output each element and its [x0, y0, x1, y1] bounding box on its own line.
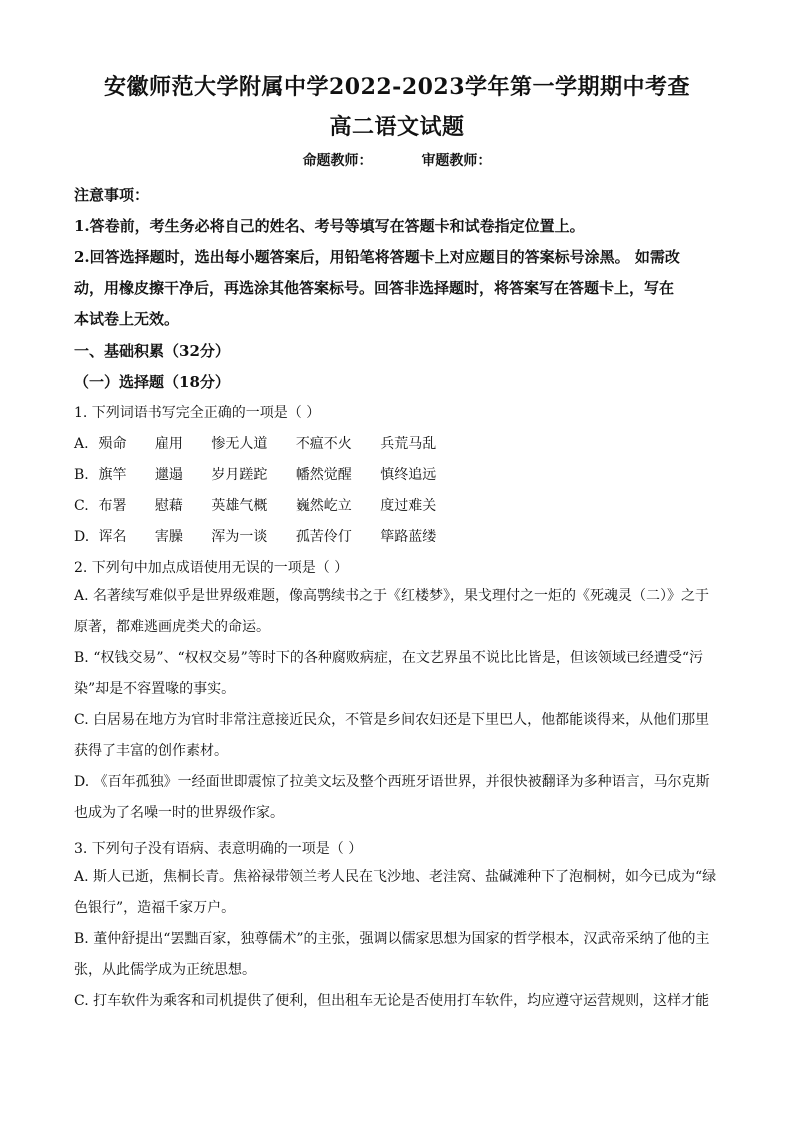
question-2-option-d: D. 《百年孤独》一经面世即震惊了拉美文坛及整个西班牙语世界，并很快被翻译为多种语言，马尔克斯也成为了名噪一时的世界级作家。	[74, 774, 710, 821]
option-word: 害臊	[154, 529, 183, 545]
option-word: 邋遢	[154, 467, 183, 483]
option-word: 雇用	[154, 436, 183, 452]
option-word: 惨无人道	[211, 436, 268, 452]
option-word: 浑为一谈	[211, 529, 268, 545]
option-word: 不瘟不火	[295, 436, 352, 452]
option-word: 幡然觉醒	[295, 467, 352, 483]
question-1-stem: 1. 下列词语书写完全正确的一项是（ ）	[74, 405, 321, 421]
option-label: C.	[74, 498, 89, 514]
option-label: D.	[74, 529, 90, 545]
option-word: 兵荒马乱	[380, 436, 437, 452]
subsection-heading: （一）选择题（18分）	[74, 373, 230, 391]
question-1-option-c	[74, 495, 460, 515]
question-1-option-a	[74, 433, 460, 453]
exam-title: 安徽师范大学附属中学2022-2023学年第一学期期中考查	[103, 74, 691, 100]
question-2-option-b: B. “权钱交易”、“权权交易”等时下的各种腐败病症，在文艺界虽不说比比皆是，但该领域已经遭受“污染”却是不容置喙的事实。	[74, 650, 703, 697]
option-word: 慰藉	[154, 498, 183, 514]
option-label: B.	[74, 467, 89, 483]
question-2-option-c: C. 白居易在地方为官时非常注意接近民众，不管是乡间农妇还是下里巴人，他都能谈得来，从他们那里获得了丰富的创作素材。	[74, 712, 710, 759]
option-word: 诨名	[98, 529, 127, 545]
exam-subtitle: 高二语文试题	[329, 114, 465, 140]
setter-label: 命题教师：	[302, 153, 373, 169]
question-3-option-a: A. 斯人已逝，焦桐长青。焦裕禄带领兰考人民在飞沙地、老洼窝、盐碱滩种下了泡桐树，如今已成为“绿色银行”，造福千家万户。	[74, 869, 717, 916]
option-word: 岁月蹉跎	[211, 467, 268, 483]
notice-heading: 注意事项：	[74, 186, 150, 204]
option-word: 旗竿	[98, 467, 127, 483]
notice-item-2-line-2: 动，用橡皮擦干净后，再选涂其他答案标号。回答非选择题时，将答案写在答题卡上，写在	[74, 279, 675, 297]
reviewer-label: 审题教师：	[421, 153, 492, 169]
question-3-option-c: C. 打车软件为乘客和司机提供了便利，但出租车无论是否使用打车软件，均应遵守运营规则，这样才能	[74, 993, 710, 1009]
question-2-stem: 2. 下列句中加点成语使用无误的一项是（ ）	[74, 560, 349, 576]
section-heading: 一、基础积累（32分）	[74, 342, 230, 360]
option-word: 度过难关	[380, 498, 437, 514]
option-word: 巍然屹立	[295, 498, 352, 514]
option-word: 慎终追远	[380, 467, 437, 483]
question-3-stem: 3. 下列句子没有语病、表意明确的一项是（ ）	[74, 841, 363, 857]
option-word: 孤苦伶仃	[295, 529, 352, 545]
option-word: 殒命	[98, 436, 127, 452]
question-2-option-a: A. 名著续写难似乎是世界级难题，像高鹗续书之于《红楼梦》，果戈理付之一炬的《死魂灵（二）》之于原著，都难逃画虎类犬的命运。	[74, 588, 710, 635]
notice-item-1: 1.答卷前，考生务必将自己的姓名、考号等填写在答题卡和试卷指定位置上。	[74, 217, 585, 235]
question-3-option-b: B. 董仲舒提出“罢黜百家，独尊儒术”的主张，强调以儒家思想为国家的哲学根本，汉武帝采纳了他的主张，从此儒学成为正统思想。	[74, 931, 710, 978]
notice-item-2-line-1: 2.回答选择题时，选出每小题答案后，用铅笔将答题卡上对应题目的答案标号涂黑。 如需改	[74, 248, 680, 266]
option-word: 英雄气概	[211, 498, 268, 514]
notice-item-2-line-3: 本试卷上无效。	[74, 310, 180, 328]
option-word: 筚路蓝缕	[380, 529, 437, 545]
option-label: A.	[74, 436, 89, 452]
option-word: 布署	[98, 498, 127, 514]
question-1-option-b	[74, 464, 460, 484]
teacher-info	[0, 150, 794, 170]
question-1-option-d	[74, 526, 460, 546]
